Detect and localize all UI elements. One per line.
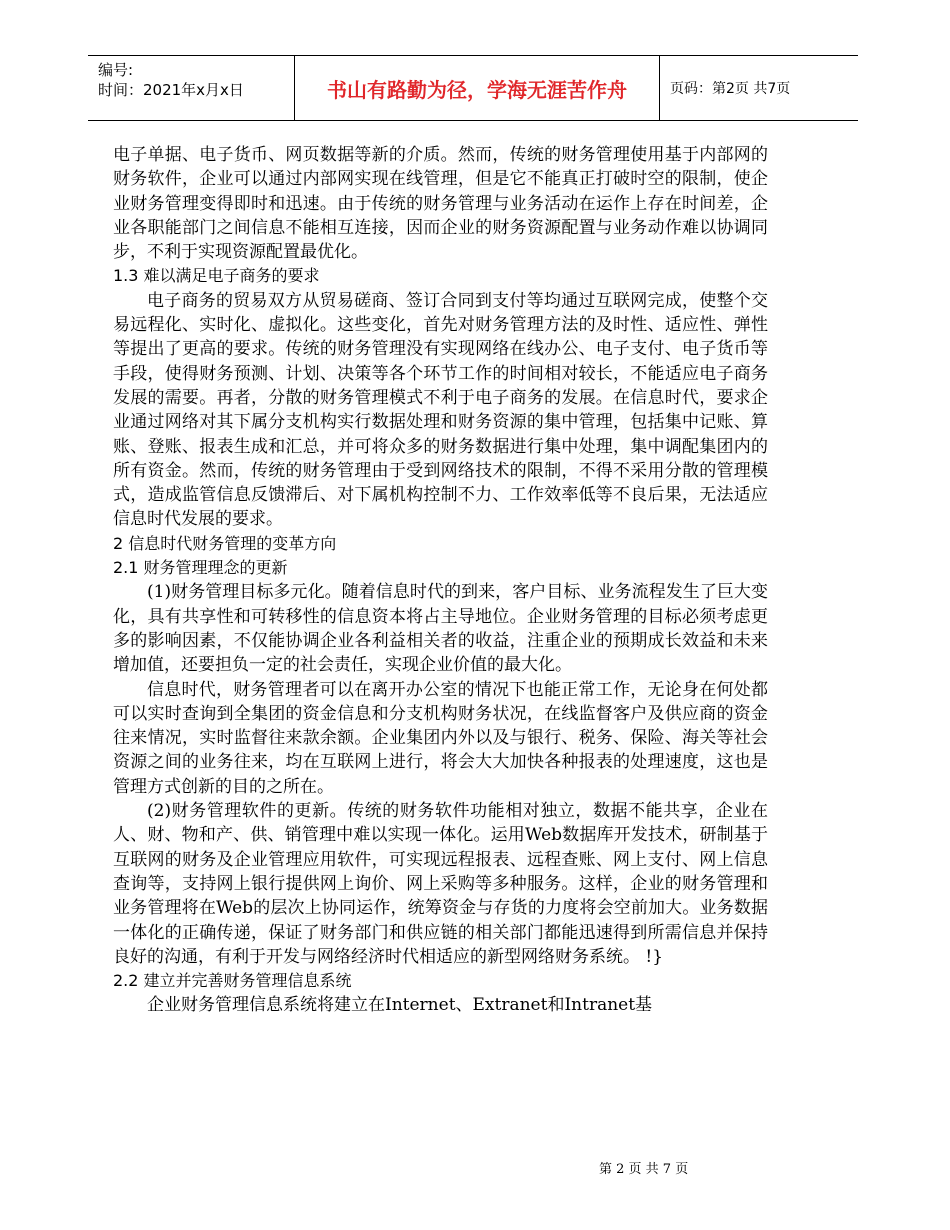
body-paragraph: 电子单据、电子货币、网页数据等新的介质。然而，传统的财务管理使用基于内部网的财务软件，企业可以通过内部网实现在线管理，但是它不能真正打破时空的限制，使企业财务管理变得即时和迅速。由于传统的财务管理与业务活动在运作上存在时间差，企业各职能部门之间信息不能相互连接，因而企业的财务资源配置与业务动作难以协调同步，不利于实现资源配置最优化。	[113, 145, 768, 263]
section-heading: 2.1 财务管理理念的更新	[113, 558, 288, 578]
section-heading: 1.3 难以满足电子商务的要求	[113, 266, 320, 286]
header-meta	[88, 56, 295, 121]
document-body	[113, 143, 768, 1018]
page-header	[88, 55, 858, 121]
document-time-label: 时间：2021年x月x日	[98, 81, 244, 99]
page-footer: 第 2 页 共 7 页	[599, 1162, 689, 1177]
body-paragraph: 企业财务管理信息系统将建立在Internet、Extranet和Intranet基	[147, 995, 653, 1016]
section-heading: 2 信息时代财务管理的变革方向	[113, 533, 337, 553]
document-number-label: 编号:	[98, 61, 134, 79]
body-paragraph: (1)财务管理目标多元化。随着信息时代的到来，客户目标、业务流程发生了巨大变化，具有共享性和可转移性的信息资本将占主导地位。企业财务管理的目标必须考虑更多的影响因素，不仅能协调企业各利益相关者的收益，注重企业的预期成长效益和未来增加值，还要担负一定的社会责任，实现企业价值的最大化。	[113, 582, 768, 676]
body-paragraph: (2)财务管理软件的更新。传统的财务软件功能相对独立，数据不能共享，企业在人、财、物和产、供、销管理中难以实现一体化。运用Web数据库开发技术，研制基于互联网的财务及企业管理应用软件，可实现远程报表、远程查账、网上支付、网上信息查询等，支持网上银行提供网上询价、网上采购等多种服务。这样，企业的财务管理和业务管理将在Web的层次上协同运作，统筹资金与存货的力度将会空前加大。业务数据一体化的正确传递，保证了财务部门和供应链的相关部门都能迅速得到所需信息并保持良好的沟通，有利于开发与网络经济时代相适应的新型网络财务系统。 !}	[113, 801, 768, 967]
header-motto: 书山有路勤为径，学海无涯苦作舟	[295, 56, 660, 121]
body-paragraph: 信息时代，财务管理者可以在离开办公室的情况下也能正常工作，无论身在何处都可以实时查询到全集团的资金信息和分支机构财务状况，在线监督客户及供应商的资金往来情况，实时监督往来款余额。企业集团内外以及与银行、税务、保险、海关等社会资源之间的业务往来，均在互联网上进行，将会大大加快各种报表的处理速度，这也是管理方式创新的目的之所在。	[113, 679, 768, 797]
body-paragraph: 电子商务的贸易双方从贸易磋商、签订合同到支付等均通过互联网完成，使整个交易远程化、实时化、虚拟化。这些变化，首先对财务管理方法的及时性、适应性、弹性等提出了更高的要求。传统的财务管理没有实现网络在线办公、电子支付、电子货币等手段，使得财务预测、计划、决策等各个环节工作的时间相对较长，不能适应电子商务发展的需要。再者，分散的财务管理模式不利于电子商务的发展。在信息时代，要求企业通过网络对其下属分支机构实行数据处理和财务资源的集中管理，包括集中记账、算账、登账、报表生成和汇总，并可将众多的财务数据进行集中处理，集中调配集团内的所有资金。然而，传统的财务管理由于受到网络技术的限制，不得不采用分散的管理模式，造成监管信息反馈滞后、对下属机构控制不力、工作效率低等不良后果，无法适应信息时代发展的要求。	[113, 290, 768, 530]
section-heading: 2.2 建立并完善财务管理信息系统	[113, 971, 352, 991]
header-page-label: 页码：第2页 共7页	[660, 56, 859, 121]
